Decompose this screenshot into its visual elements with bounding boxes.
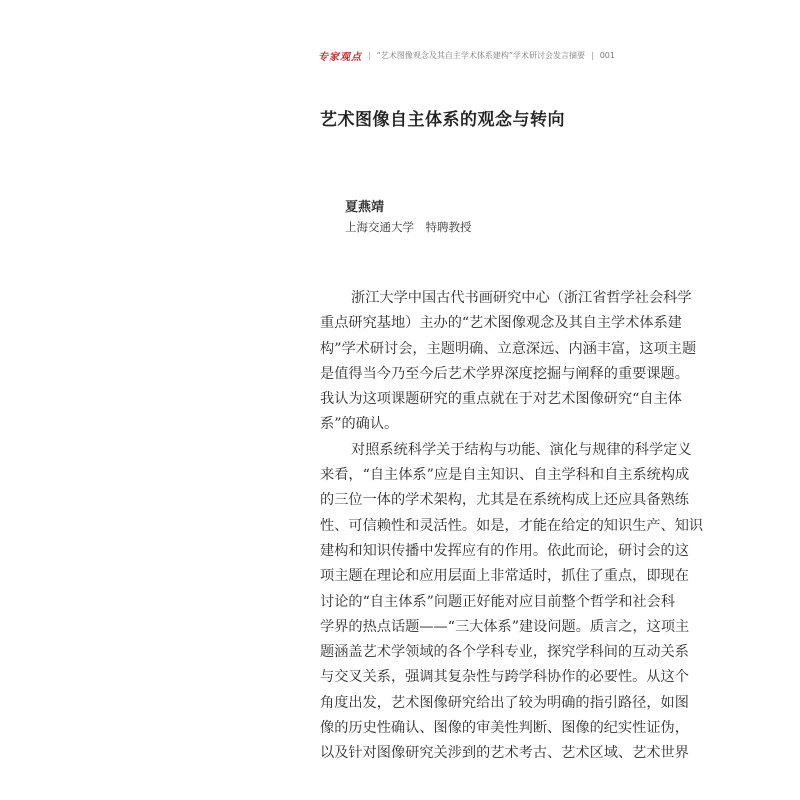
running-header <box>318 47 632 63</box>
separator: | <box>368 50 371 60</box>
text-line: 像的历史性确认、图像的审美性判断、图像的纪实性证伪， <box>320 720 689 737</box>
text-line: 以及针对图像研究关涉到的艺术考古、艺术区域、艺术世界 <box>320 745 689 762</box>
text-line: 学界的热点话题——“三大体系”建设问题。质言之，这项主 <box>320 618 690 635</box>
text-line: 是值得当今乃至今后艺术学界深度挖掘与阐释的重要课题。 <box>320 365 689 382</box>
author-name: 夏燕靖 <box>345 200 385 215</box>
text-line: 来看，“自主体系”应是自主知识、自主学科和自主系统构成 <box>320 467 690 484</box>
page-number: 001 <box>599 50 615 60</box>
text-line: 重点研究基地）主办的“艺术图像观念及其自主学术体系建 <box>320 315 682 332</box>
text-line: 对照系统科学关于结构与功能、演化与规律的科学定义 <box>351 441 692 458</box>
text-line: 讨论的“自主体系”问题正好能对应目前整个哲学和社会科 <box>320 593 676 610</box>
text-line: 构”学术研讨会，主题明确、立意深远、内涵丰富，这项主题 <box>320 340 697 357</box>
author-affiliation: 上海交通大学 特聘教授 <box>345 220 472 234</box>
text-line: 项主题在理论和应用层面上非常适时，抓住了重点，即现在 <box>320 568 689 585</box>
article-title: 艺术图像自主体系的观念与转向 <box>320 110 565 130</box>
text-line: 性、可信赖性和灵活性。如是，才能在给定的知识生产、知识 <box>320 517 704 534</box>
text-line: 系”的确认。 <box>320 416 399 433</box>
text-line: 的三位一体的学术架构，尤其是在系统构成上还应具备熟练 <box>320 492 689 509</box>
text-line: 角度出发，艺术图像研究给出了较为明确的指引路径，如图 <box>320 694 689 711</box>
running-title: “艺术图像观念及其自主学术体系建构”学术研讨会发言摘要 <box>376 50 585 60</box>
text-line: 我认为这项课题研究的重点就在于对艺术图像研究“自主体 <box>320 391 682 408</box>
text-line: 与交叉关系，强调其复杂性与跨学科协作的必要性。从这个 <box>320 669 689 686</box>
article-body <box>320 286 704 767</box>
text-line: 建构和知识传播中发挥应有的作用。依此而论，研讨会的这 <box>320 542 689 559</box>
separator: | <box>591 50 594 60</box>
text-line: 题涵盖艺术学领域的各个学科专业，探究学科间的互动关系 <box>320 644 689 661</box>
text-line: 浙江大学中国古代书画研究中心（浙江省哲学社会科学 <box>351 290 692 306</box>
section-label: 专家观点 <box>318 51 362 63</box>
